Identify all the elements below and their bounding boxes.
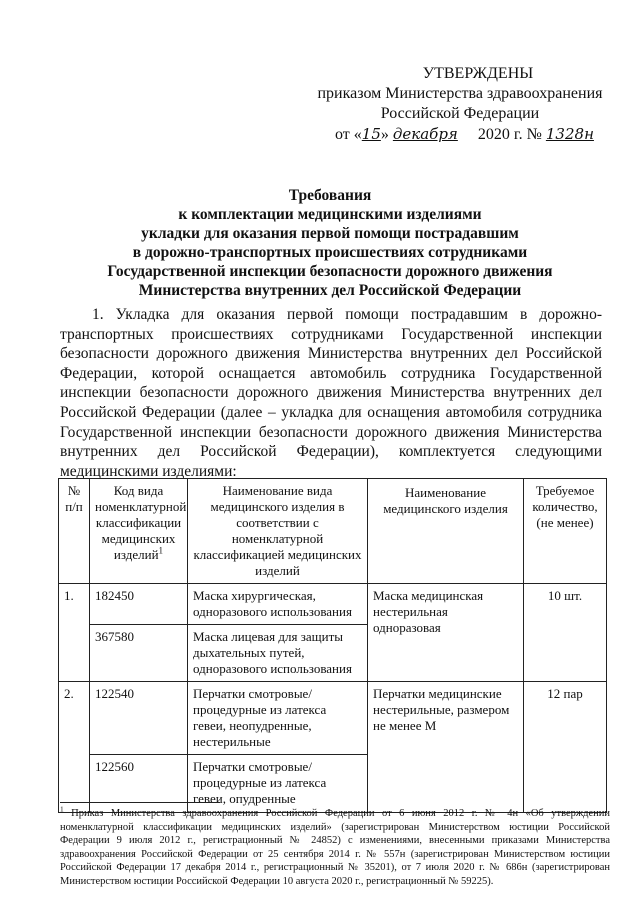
footnote-text: Приказ Министерства здравоохранения Российской Федерации от 6 июня 2012 г. № 4н «Об утверждении номенклатурной классификации медицинских изделий» (зарегистрирован Министерством юстиции Российской Федерации 9 июля 2012 г., регистрационный № 24852) с изменениями, внесенными приказами Министерства здравоохранения Российской Федерации от 25 сентября 2014 г. № 557н (зарегистрирован Министерством юстиции Российской Федерации 17 декабря 2014 г., регистрационный № 35201), от 7 июля 2020 г. № 686н (зарегистрирован Министерством юстиции Российской Федерации 10 августа 2020 г., регистрационный № 59225).	[60, 808, 610, 887]
cell-kind: Маска лицевая для защиты дыхательных путей, одноразового использования	[188, 625, 368, 682]
approval-date-line	[335, 124, 594, 145]
cell-code: 182450	[90, 584, 188, 625]
cell-num: 2.	[59, 682, 90, 813]
cell-qty: 10 шт.	[524, 584, 607, 682]
footnote-mark: 1	[60, 804, 64, 814]
date-day: 15	[361, 125, 381, 143]
date-mid: »	[380, 126, 389, 143]
heading-line: к комплектации медицинскими изделиями	[178, 206, 482, 223]
order-number: 1328н	[545, 125, 594, 143]
header-kind: Наименование вида медицинского изделия в соответствии с номенклатурной классификацией медицинских изделий	[188, 479, 368, 584]
heading-line: Требования	[288, 187, 372, 204]
cell-name: Маска медицинская нестерильная одноразовая	[368, 584, 524, 682]
date-month: декабря	[392, 125, 458, 143]
table-row	[59, 682, 607, 755]
header-name: Наименование медицинского изделия	[368, 479, 524, 584]
heading-line: в дорожно-транспортных происшествиях сотрудниками	[132, 244, 528, 261]
table-row	[59, 584, 607, 625]
cell-code: 122540	[90, 682, 188, 755]
header-qty: Требуемое количество, (не менее)	[524, 479, 607, 584]
body-paragraph: 1. Укладка для оказания первой помощи пострадавшим в дорожно-транспортных происшествиях сотрудниками Государственной инспекции безопасности дорожного движения Министерства внутренних дел Российской Федерации, которой оснащается автомобиль сотрудника Государственной инспекции безопасности дорожного движения Министерства внутренних дел Российской Федерации (далее – укладка для оснащения автомобиля сотрудника Государственной инспекции безопасности дорожного движения Министерства внутренних дел Российской Федерации), комплектуется следующими медицинскими изделиями:	[60, 306, 602, 480]
cell-kind: Маска хирургическая, одноразового использования	[188, 584, 368, 625]
date-year: 2020 г. №	[477, 126, 542, 143]
cell-code: 367580	[90, 625, 188, 682]
cell-qty: 12 пар	[524, 682, 607, 813]
cell-name: Перчатки медицинские нестерильные, размером не менее М	[368, 682, 524, 813]
cell-kind: Перчатки смотровые/процедурные из латекса гевеи, опудренные	[188, 755, 368, 813]
heading-line: Государственной инспекции безопасности дорожного движения	[107, 263, 553, 280]
heading-line: Министерства внутренних дел Российской Федерации	[138, 282, 522, 299]
header-code	[90, 479, 188, 584]
approval-line-1: приказом Министерства здравоохранения	[317, 85, 603, 102]
footnote-divider	[60, 802, 220, 803]
header-code-text: Код вида номенклатурной классификации медицинских изделий	[95, 483, 187, 562]
approval-title: УТВЕРЖДЕНЫ	[422, 65, 534, 82]
cell-code: 122560	[90, 755, 188, 813]
date-prefix: от «	[335, 126, 362, 143]
footnote	[60, 804, 610, 888]
table-header-row	[59, 479, 607, 584]
approval-block	[300, 64, 620, 124]
cell-kind: Перчатки смотровые/процедурные из латекса гевеи, неопудренные, нестерильные	[188, 682, 368, 755]
approval-line-2: Российской Федерации	[380, 105, 540, 122]
document-heading	[60, 186, 600, 300]
header-num: № п/п	[59, 479, 90, 584]
heading-line: укладки для оказания первой помощи пострадавшим	[141, 225, 519, 242]
cell-num: 1.	[59, 584, 90, 682]
footnote-ref: 1	[158, 545, 164, 556]
requirements-table	[58, 478, 607, 813]
